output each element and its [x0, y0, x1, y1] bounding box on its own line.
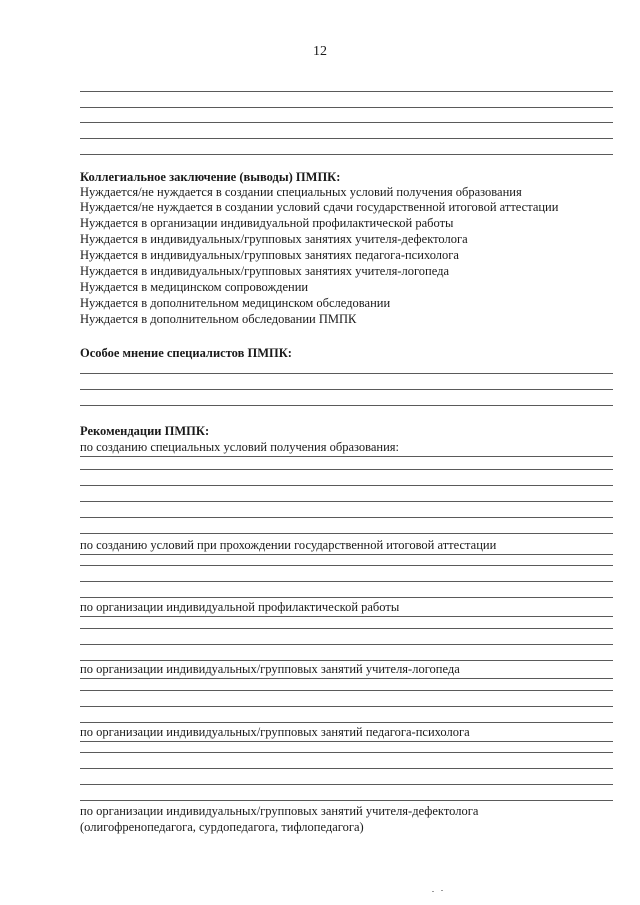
blank-line	[80, 389, 613, 390]
conclusion-item: Нуждается/не нуждается в создании условий сдачи государственной итоговой аттестации	[80, 200, 559, 214]
scan-speck	[432, 891, 434, 892]
blank-line	[80, 122, 613, 123]
recommendation-prompt: по организации индивидуальной профилактической работы	[80, 600, 613, 617]
blank-line	[80, 107, 613, 108]
blank-line	[80, 485, 613, 486]
blank-line	[80, 91, 613, 92]
blank-line	[80, 154, 613, 155]
blank-line	[80, 565, 613, 566]
blank-line	[80, 644, 613, 645]
blank-line	[80, 784, 613, 785]
blank-line	[80, 533, 613, 534]
recommendation-prompt: по организации индивидуальных/групповых занятий педагога-психолога	[80, 725, 613, 742]
blank-line	[80, 752, 613, 753]
special-opinion-heading: Особое мнение специалистов ПМПК:	[80, 346, 292, 360]
blank-line	[80, 405, 613, 406]
blank-line	[80, 469, 613, 470]
blank-line	[80, 690, 613, 691]
blank-line	[80, 597, 613, 598]
blank-line	[80, 628, 613, 629]
conclusion-item: Нуждается в организации индивидуальной профилактической работы	[80, 216, 454, 230]
scan-speck	[441, 890, 443, 891]
blank-line	[80, 373, 613, 374]
blank-line	[80, 138, 613, 139]
blank-line	[80, 501, 613, 502]
recommendations-heading: Рекомендации ПМПК:	[80, 424, 210, 438]
blank-line	[80, 581, 613, 582]
blank-line	[80, 800, 613, 801]
conclusion-item: Нуждается в индивидуальных/групповых занятиях учителя-логопеда	[80, 264, 450, 278]
page-number: 12	[313, 44, 327, 59]
recommendation-prompt: по созданию специальных условий получения образования:	[80, 440, 613, 457]
recommendation-prompt: по организации индивидуальных/групповых занятий учителя-логопеда	[80, 662, 613, 679]
blank-line	[80, 722, 613, 723]
conclusion-item: Нуждается/не нуждается в создании специальных условий получения образования	[80, 185, 522, 199]
conclusion-item: Нуждается в индивидуальных/групповых занятиях учителя-дефектолога	[80, 232, 468, 246]
conclusion-item: Нуждается в дополнительном медицинском обследовании	[80, 296, 391, 310]
recommendation-prompt: по организации индивидуальных/групповых занятий учителя-дефектолога	[80, 804, 479, 818]
conclusion-heading: Коллегиальное заключение (выводы) ПМПК:	[80, 170, 341, 184]
conclusion-item: Нуждается в медицинском сопровождении	[80, 280, 309, 294]
blank-line	[80, 706, 613, 707]
recommendation-prompt: по созданию условий при прохождении государственной итоговой аттестации	[80, 538, 613, 555]
conclusion-item: Нуждается в дополнительном обследовании ПМПК	[80, 312, 357, 326]
recommendation-prompt-note: (олигофренопедагога, сурдопедагога, тифлопедагога)	[80, 820, 364, 834]
blank-line	[80, 660, 613, 661]
conclusion-item: Нуждается в индивидуальных/групповых занятиях педагога-психолога	[80, 248, 459, 262]
blank-line	[80, 768, 613, 769]
blank-line	[80, 517, 613, 518]
